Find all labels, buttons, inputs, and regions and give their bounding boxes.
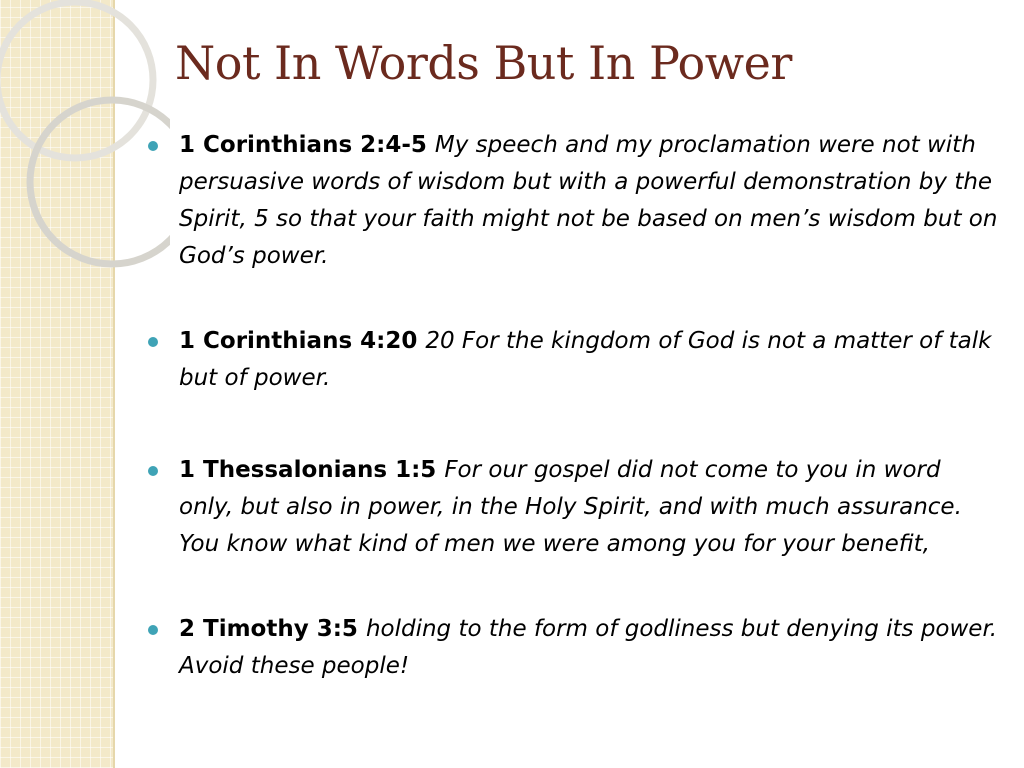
scripture-text: holding to the form of godliness but denying its power. Avoid these people! — [179, 616, 998, 679]
bullet-item-2-timothy-3-5 — [148, 611, 998, 685]
bullet-item-1-corinthians-2-4-5 — [148, 127, 998, 275]
bullet-list — [148, 127, 998, 685]
bullet-dot-icon — [148, 141, 158, 151]
scripture-reference: 1 Corinthians 4:20 — [179, 328, 426, 354]
scripture-text: My speech and my proclamation were not with persuasive words of wisdom but with a powerful demonstration by the Spirit, 5 so that your faith might not be based on men’s wisdom but on God’s power. — [179, 132, 998, 269]
scripture-reference: 1 Corinthians 2:4-5 — [179, 132, 435, 158]
bullet-dot-icon — [148, 625, 158, 635]
bullet-item-1-corinthians-4-20 — [148, 323, 998, 397]
scripture-reference: 2 Timothy 3:5 — [179, 616, 366, 642]
scripture-text: 20 For the kingdom of God is not a matter of talk but of power. — [179, 328, 992, 391]
bullet-item-1-thessalonians-1-5 — [148, 452, 998, 563]
bullet-dot-icon — [148, 466, 158, 476]
decorative-ring-large — [0, 2, 153, 158]
scripture-reference: 1 Thessalonians 1:5 — [179, 457, 445, 483]
scripture-text: For our gospel did not come to you in word only, but also in power, in the Holy Spirit, and with much assurance. You know what kind of men we were among you for your benefit, — [179, 457, 962, 557]
bullet-dot-icon — [148, 337, 158, 347]
slide-title: Not In Words But In Power — [175, 36, 792, 90]
decorative-rings-icon — [0, 0, 170, 270]
